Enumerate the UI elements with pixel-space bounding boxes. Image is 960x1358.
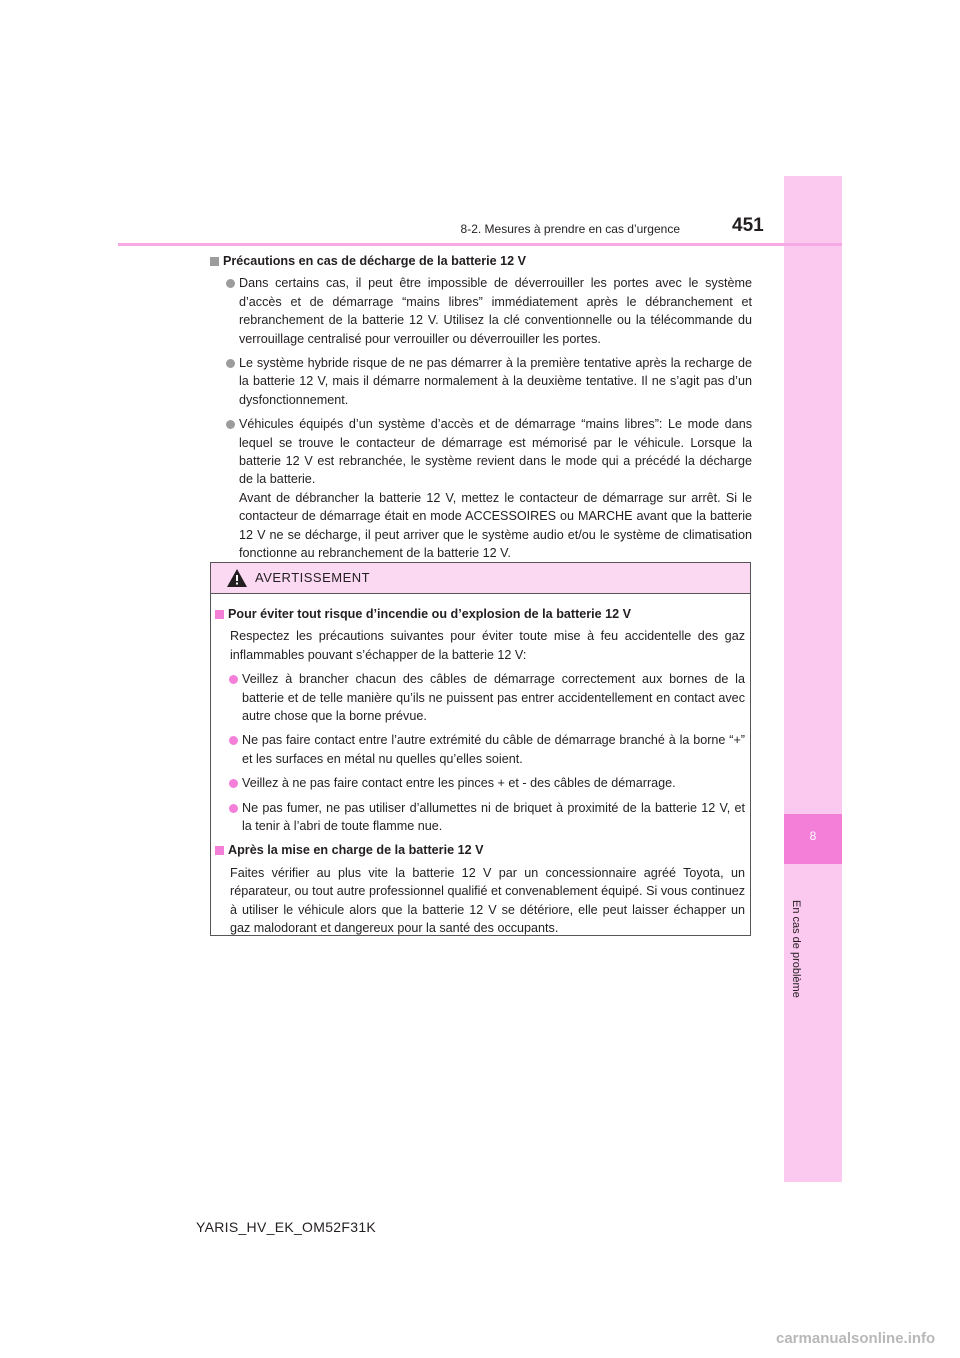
square-bullet-icon — [215, 610, 224, 619]
warning-heading-text: Pour éviter tout risque d’incendie ou d’explosion de la batterie 12 V — [228, 607, 632, 621]
document-code: YARIS_HV_EK_OM52F31K — [196, 1219, 377, 1235]
warning-heading-charge — [215, 841, 745, 859]
main-heading — [210, 252, 752, 270]
side-tab-bar — [784, 176, 842, 1182]
round-bullet-icon — [226, 420, 235, 429]
main-content — [210, 252, 752, 569]
list-item — [215, 799, 745, 836]
warning-heading-fire — [215, 605, 745, 623]
section-title: 8-2. Mesures à prendre en cas d’urgence — [460, 222, 680, 236]
list-item-text: Veillez à brancher chacun des câbles de démarrage correctement aux bornes de la batterie et de telle manière qu’ils ne puissent pas entrer accidentellement en contact avec autre chose que la borne prévue. — [242, 672, 745, 724]
main-heading-text: Précautions en cas de décharge de la batterie 12 V — [223, 254, 527, 268]
warning-heading-text: Après la mise en charge de la batterie 12 V — [228, 843, 484, 858]
list-item — [210, 415, 752, 562]
chapter-number-tab[interactable]: 8 — [784, 814, 842, 864]
warning-charge-text: Faites vérifier au plus vite la batterie 12 V par un concessionnaire agréé Toyota, un réparateur, ou tout autre professionnel qualifié et convenablement équipé. Si vous continuez à utiliser le véhicule alors que la batterie 12 V se détériore, elle peut laisser échapper un gaz malodorant et dangereux pour la santé des occupants. — [230, 865, 745, 936]
warning-intro: Respectez les précautions suivantes pour éviter toute mise à feu accidentelle des gaz inflammables pouvant s’échapper de la batterie 12 V: — [230, 629, 745, 662]
warning-title: AVERTISSEMENT — [255, 570, 371, 585]
warning-header — [211, 563, 750, 594]
list-item — [215, 670, 745, 725]
list-item — [215, 774, 745, 792]
chapter-label: En cas de problème — [790, 900, 802, 998]
list-item-text: Le système hybride risque de ne pas démarrer à la première tentative après la recharge de la batterie 12 V, mais il démarre normalement à la deuxième tentative. Il ne s’agit pas d’un dysfonctionnement. — [239, 356, 752, 407]
square-bullet-icon — [215, 846, 224, 855]
list-item-text: Ne pas fumer, ne pas utiliser d’allumettes ni de briquet à proximité de la batterie 12 V, et la tenir à l’abri de toute flamme nue. — [242, 800, 745, 834]
list-item — [215, 731, 745, 768]
round-bullet-icon — [229, 675, 238, 684]
watermark: carmanualsonline.info — [776, 1330, 936, 1347]
warning-body — [215, 605, 745, 944]
round-bullet-icon — [229, 804, 238, 813]
round-bullet-icon — [229, 779, 238, 788]
list-item-continuation: Avant de débrancher la batterie 12 V, mettez le contacteur de démarrage sur arrêt. Si le contacteur de démarrage était en mode ACCESSOIRES ou MARCHE avant que la batterie 12 V ne se décharge, il peut arriver que le système audio et/ou le système de climatisation fonctionne au rebranchement de la batterie 12 V. — [239, 490, 752, 561]
list-item-text: Dans certains cas, il peut être impossible de déverrouiller les portes avec le système d’accès et de démarrage “mains libres” immédiatement après le débranchement et rebranchement de la batterie 12 V. Utilisez la clé conventionnelle ou la télécommande du verrouillage centralisé pour verrouiller ou déverrouiller les portes. — [239, 276, 752, 346]
list-item — [210, 354, 752, 409]
warning-box — [210, 562, 751, 936]
list-item-text: Ne pas faire contact entre l’autre extrémité du câble de démarrage branché à la borne “+” et les surfaces en métal nu quelles qu’elles soient. — [242, 733, 745, 766]
page-number: 451 — [732, 215, 764, 236]
round-bullet-icon — [226, 279, 235, 288]
list-item-text: Veillez à ne pas faire contact entre les pinces + et - des câbles de démarrage. — [242, 776, 676, 791]
list-item-text: Véhicules équipés d’un système d’accès et de démarrage “mains libres”: Le mode dans lequel se trouve le contacteur de démarrage est mémorisé par le véhicule. Lorsque la batterie 12 V est rebranchée, le système revient dans le mode qui a précédé la décharge de la batterie. — [239, 417, 752, 487]
round-bullet-icon — [229, 736, 238, 745]
warning-triangle-icon — [226, 568, 248, 588]
list-item — [210, 274, 752, 348]
square-bullet-icon — [210, 257, 219, 266]
round-bullet-icon — [226, 359, 235, 368]
header-divider — [118, 243, 842, 246]
